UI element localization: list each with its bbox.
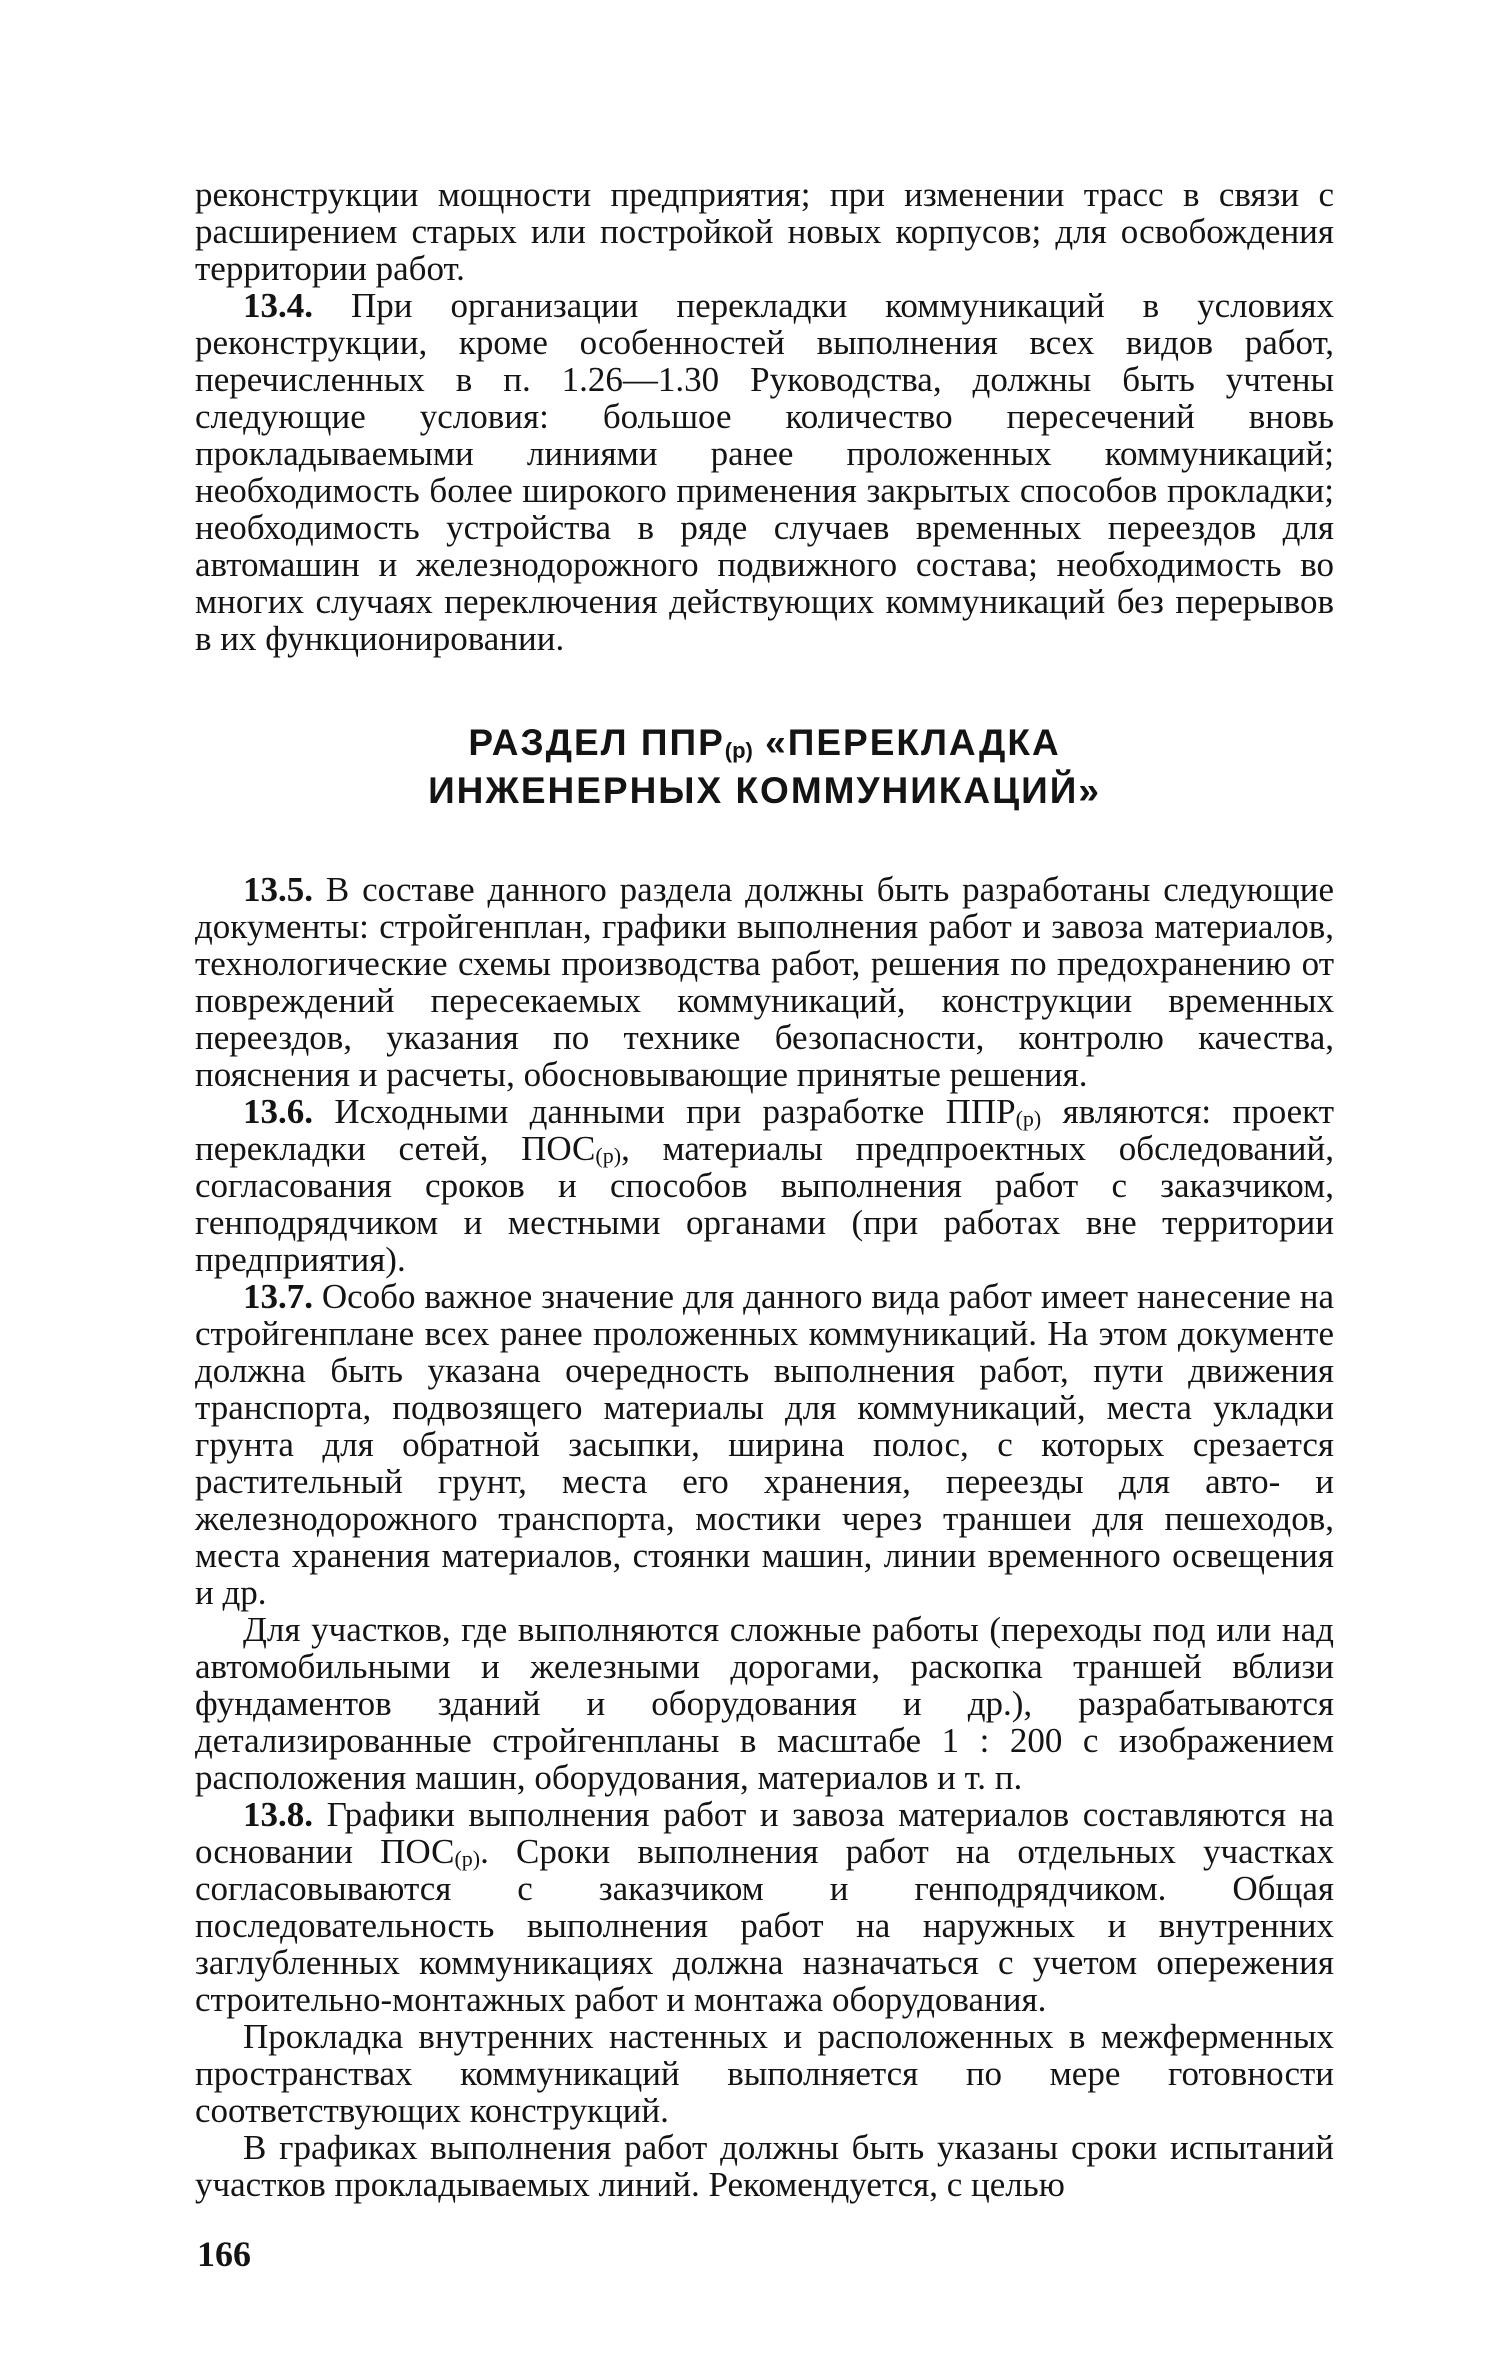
paragraph-text-1: Исходными данными при разработке ППР [334,1092,1016,1131]
paragraph-intro [195,176,1334,287]
paragraph-text: Особо важное значение для данного вида работ имеет нанесение на стройгенплане всех ранее проложенных коммуникаций. На этом документе должна быть указана очередность выполнения работ, пути движения транспорта, подвозящего материалы для коммуникаций, места укладки грунта для обратной засыпки, ширина полос, с которых срезается растительный грунт, места его хранения, переезды для авто- и железнодорожного транспорта, мостики через траншеи для пешеходов, места хранения материалов, стоянки машин, линии временного освещения и др. [195,1277,1334,1612]
paragraph-number: 13.5. [243,870,313,909]
paragraph-number: 13.8. [243,1795,313,1834]
paragraph-text-2: являются: проект перекладки сетей, ПОС [195,1092,1335,1168]
paragraph-13-8-continued-1 [195,2018,1334,2129]
paragraph-13-7 [195,1278,1334,1611]
paragraph-text: При организации перекладки коммуникаций в условиях реконструкции, кроме особенностей выполнения всех видов работ, перечисленных в п. 1.26—1.30 Руководства, должны быть учтены следующие условия: большое количество пересечений вновь прокладываемыми линиями ранее проложенных коммуникаций; необходимость более широкого применения закрытых способов прокладки; необходимость устройства в ряде случаев временных переездов для автомашин и железнодорожного подвижного состава; необходимость во многих случаях переключения действующих коммуникаций без перерывов в их функционировании. [195,286,1334,658]
paragraph-13-8 [195,1796,1334,2018]
paragraph-13-4 [195,287,1334,657]
section-heading-line-2: ИНЖЕНЕРНЫХ КОММУНИКАЦИЙ» [428,770,1101,811]
paragraph-number: 13.7. [243,1277,313,1316]
heading-part-1: РАЗДЕЛ ППР [468,722,725,763]
paragraph-text: Для участков, где выполняются сложные работы (переходы под или над автомобильными и железными дорогами, раскопка траншей вблизи фундаментов зданий и оборудования и др.), разрабатываются детализированные стройгенпланы в масштабе 1 : 200 с изображением расположения машин, оборудования, материалов и т. п. [195,1610,1334,1797]
subscript-r: (р) [595,1143,622,1168]
paragraph-13-6 [195,1093,1334,1278]
paragraph-number: 13.6. [243,1092,313,1131]
paragraph-intro-text: реконструкции мощности предприятия; при изменении трасс в связи с расширением старых или постройкой новых корпусов; для освобождения территории работ. [195,175,1334,288]
paragraph-text: В составе данного раздела должны быть разработаны следующие документы: стройгенплан, графики выполнения работ и завоза материалов, технологические схемы производства работ, решения по предохранению от повреждений пересекаемых коммуникаций, конструкции временных переездов, указания по технике безопасности, контролю качества, пояснения и расчеты, обосновывающие принятые решения. [195,870,1334,1094]
paragraph-text: В графиках выполнения работ должны быть указаны сроки испытаний участков прокладываемых линий. Рекомендуется, с целью [195,2128,1334,2204]
heading-subscript: (р) [724,738,753,763]
paragraph-13-5 [195,871,1334,1093]
paragraph-text: Прокладка внутренних настенных и расположенных в межферменных пространствах коммуникаций выполняется по мере готовности соответствующих конструкций. [195,2017,1334,2130]
section-heading [195,719,1334,815]
section-heading-line-1 [195,719,1334,767]
paragraph-text-2: . Сроки выполнения работ на отдельных участках согласовываются с заказчиком и генподрядчиком. Общая последовательность выполнения работ на наружных и внутренних заглубленных коммуникациях должна назначаться с учетом опережения строительно-монтажных работ и монтажа оборудования. [195,1832,1334,2019]
subscript-r: (р) [454,1846,481,1871]
paragraph-number: 13.4. [243,286,313,325]
paragraph-13-8-continued-2 [195,2129,1334,2203]
subscript-r: (р) [1015,1106,1042,1131]
paragraph-text-1: Графики выполнения работ и завоза материалов составляются на основании ПОС [195,1795,1334,1871]
paragraph-text-3: , материалы предпроектных обследований, согласования сроков и способов выполнения работ с заказчиком, генподрядчиком и местными органами (при работах вне территории предприятия). [195,1129,1334,1279]
page-number: 166 [197,2234,251,2274]
paragraph-13-7-continued [195,1611,1334,1796]
heading-part-2: «ПЕРЕКЛАДКА [765,722,1061,763]
